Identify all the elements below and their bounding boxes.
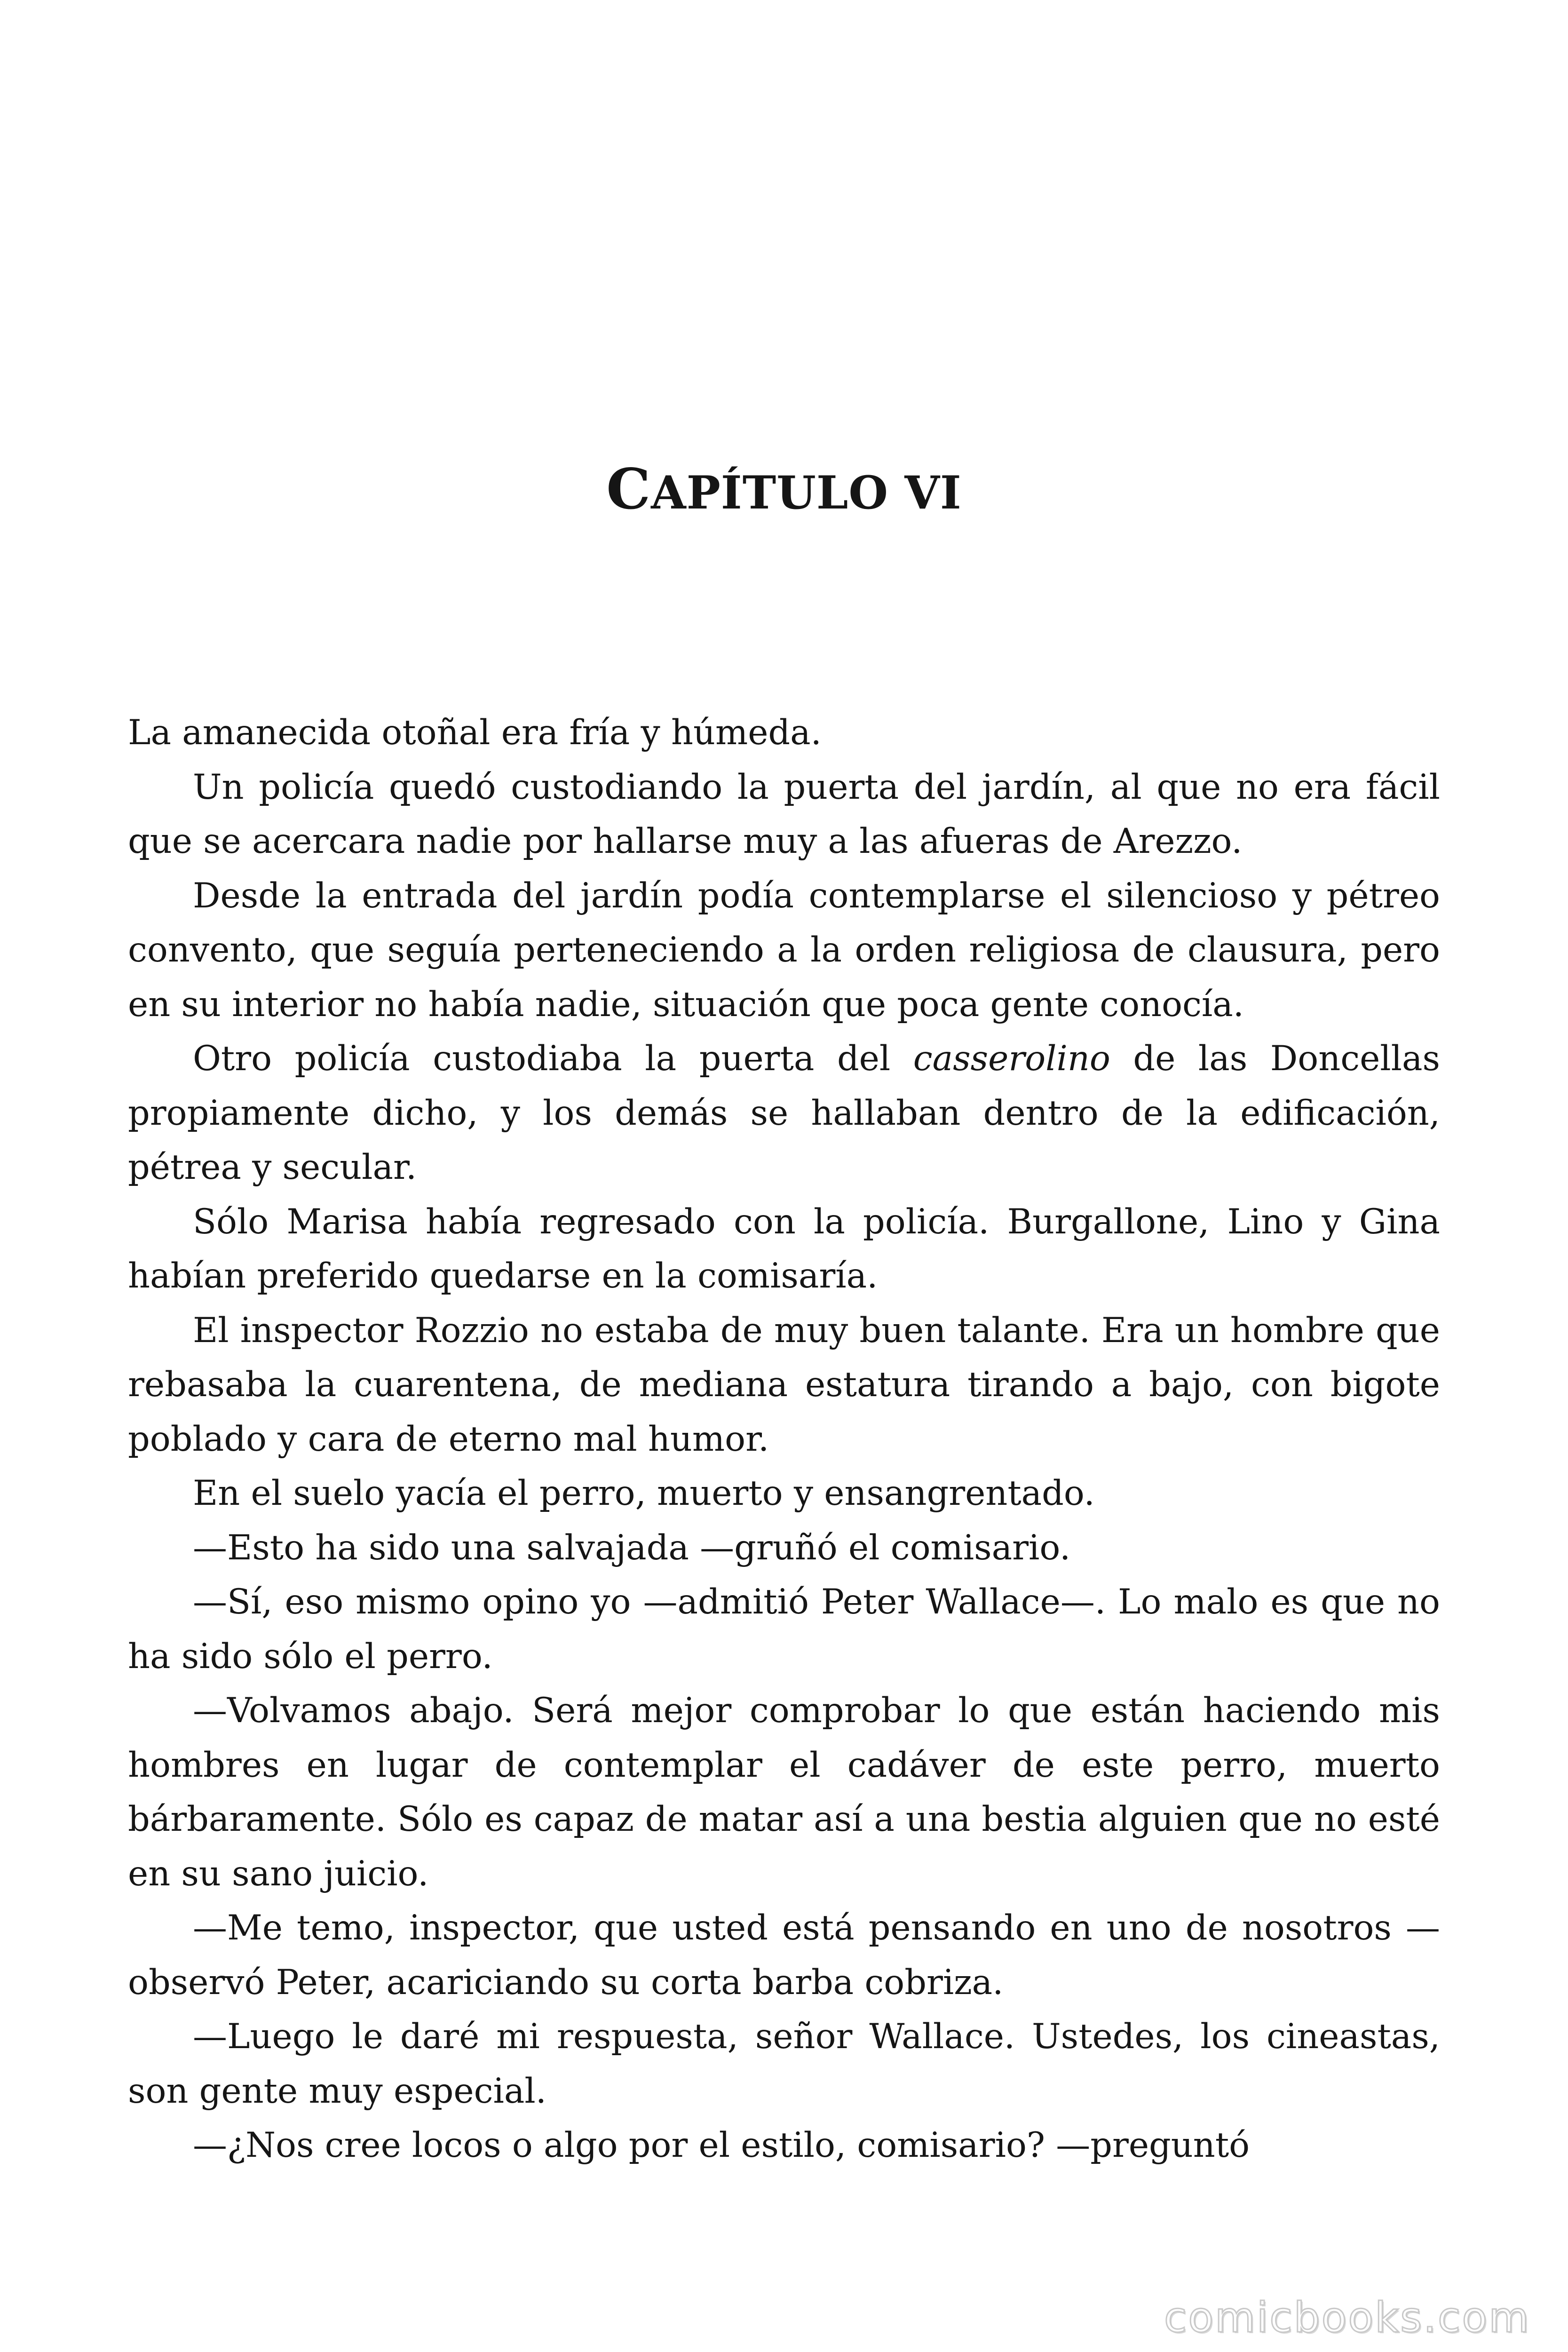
- paragraph: —Esto ha sido una salvajada —gruñó el comisario.: [193, 1527, 1071, 1568]
- paragraph: El inspector Rozzio no estaba de muy buen talante. Era un hombre que rebasaba la cuarentena, de mediana estatura tirando a bajo, con bigote poblado y cara de eterno mal humor.: [128, 1310, 1440, 1459]
- italic-term: casserolino: [913, 1039, 1110, 1079]
- paragraph: —Me temo, inspector, que usted está pensando en uno de nosotros —observó Peter, acariciando su corta barba cobriza.: [128, 1908, 1440, 2002]
- paragraph-text: Otro policía custodiaba la puerta del: [193, 1039, 913, 1079]
- paragraph: —Sí, eso mismo opino yo —admitió Peter Wallace—. Lo malo es que no ha sido sólo el perro.: [128, 1582, 1440, 1677]
- paragraph: En el suelo yacía el perro, muerto y ensangrentado.: [193, 1473, 1095, 1513]
- paragraph: [128, 1032, 1440, 1195]
- paragraph: —Luego le daré mi respuesta, señor Wallace. Ustedes, los cineastas, son gente muy especial.: [128, 2017, 1440, 2111]
- chapter-body: [128, 706, 1440, 2173]
- watermark: comicbooks.com: [1164, 2293, 1530, 2342]
- paragraph: Un policía quedó custodiando la puerta del jardín, al que no era fácil que se acercara nadie por hallarse muy a las afueras de Arezzo.: [128, 767, 1440, 861]
- paragraph: La amanecida otoñal era fría y húmeda.: [128, 713, 822, 753]
- paragraph: Desde la entrada del jardín podía contemplarse el silencioso y pétreo convento, que seguía perteneciendo a la orden religiosa de clausura, pero en su interior no había nadie, situación que poca gente conocía.: [128, 875, 1440, 1025]
- paragraph-text: de las Doncellas propiamente dicho, y los demás se hallaban dentro de la edificación, pétrea y secular.: [128, 1039, 1440, 1187]
- chapter-title-initial: C: [606, 456, 651, 522]
- paragraph: —Volvamos abajo. Será mejor comprobar lo que están haciendo mis hombres en lugar de contemplar el cadáver de este perro, muerto bárbaramente. Sólo es capaz de matar así a una bestia alguien que no esté en su sano juicio.: [128, 1691, 1440, 1894]
- chapter-title-rest: APÍTULO VI: [651, 466, 962, 519]
- paragraph: —¿Nos cree locos o algo por el estilo, comisario? —preguntó: [193, 2125, 1250, 2165]
- chapter-title: [0, 456, 1568, 526]
- paragraph: Sólo Marisa había regresado con la policía. Burgallone, Lino y Gina habían preferido quedarse en la comisaría.: [128, 1201, 1440, 1296]
